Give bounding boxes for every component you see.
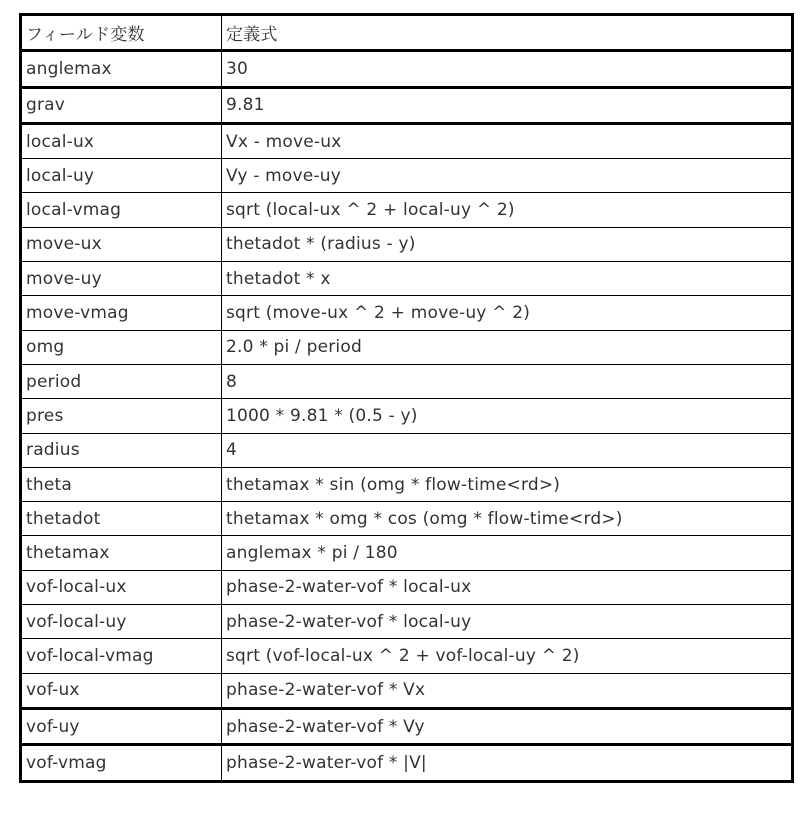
field-variables-table: [19, 13, 794, 783]
definition-cell: 2.0 * pi / period: [222, 330, 793, 364]
table-row: [21, 467, 793, 501]
definition-cell: phase-2-water-vof * local-uy: [222, 605, 793, 639]
variable-name-cell: omg: [21, 330, 222, 364]
definition-cell: 8: [222, 364, 793, 398]
variable-name-cell: anglemax: [21, 51, 222, 87]
header-definition: 定義式: [222, 15, 793, 51]
table-row: [21, 87, 793, 123]
definition-cell: 9.81: [222, 87, 793, 123]
table-row: [21, 433, 793, 467]
definition-cell: thetadot * x: [222, 262, 793, 296]
variable-name-cell: thetamax: [21, 536, 222, 570]
table-row: [21, 536, 793, 570]
variable-name-cell: local-vmag: [21, 193, 222, 227]
table-row: [21, 123, 793, 158]
table-row: [21, 502, 793, 536]
definition-cell: 30: [222, 51, 793, 87]
table-row: [21, 399, 793, 433]
definition-cell: thetamax * omg * cos (omg * flow-time<rd>): [222, 502, 793, 536]
table-row: [21, 745, 793, 781]
definition-cell: anglemax * pi / 180: [222, 536, 793, 570]
variable-name-cell: vof-ux: [21, 673, 222, 708]
variable-name-cell: move-uy: [21, 262, 222, 296]
variable-name-cell: move-vmag: [21, 296, 222, 330]
table-row: [21, 330, 793, 364]
table-row: [21, 639, 793, 673]
table-row: [21, 296, 793, 330]
definition-cell: thetadot * (radius - y): [222, 227, 793, 261]
table-row: [21, 227, 793, 261]
variable-name-cell: vof-local-uy: [21, 605, 222, 639]
definition-cell: sqrt (vof-local-ux ^ 2 + vof-local-uy ^ 2): [222, 639, 793, 673]
variable-name-cell: vof-local-ux: [21, 570, 222, 604]
definition-cell: phase-2-water-vof * |V|: [222, 745, 793, 781]
variable-name-cell: vof-vmag: [21, 745, 222, 781]
variable-name-cell: theta: [21, 467, 222, 501]
table-row: [21, 51, 793, 87]
definition-cell: Vy - move-uy: [222, 159, 793, 193]
definition-cell: sqrt (local-ux ^ 2 + local-uy ^ 2): [222, 193, 793, 227]
variable-name-cell: local-uy: [21, 159, 222, 193]
variable-name-cell: vof-local-vmag: [21, 639, 222, 673]
definition-cell: phase-2-water-vof * Vy: [222, 708, 793, 744]
header-field-variable: フィールド変数: [21, 15, 222, 51]
table-row: [21, 364, 793, 398]
variable-name-cell: move-ux: [21, 227, 222, 261]
variable-name-cell: period: [21, 364, 222, 398]
variable-name-cell: thetadot: [21, 502, 222, 536]
table-row: [21, 159, 793, 193]
definition-cell: thetamax * sin (omg * flow-time<rd>): [222, 467, 793, 501]
definition-cell: sqrt (move-ux ^ 2 + move-uy ^ 2): [222, 296, 793, 330]
variable-name-cell: pres: [21, 399, 222, 433]
table-row: [21, 262, 793, 296]
table-row: [21, 673, 793, 708]
variable-name-cell: radius: [21, 433, 222, 467]
table-row: [21, 605, 793, 639]
table-row: [21, 570, 793, 604]
variable-name-cell: local-ux: [21, 123, 222, 158]
definition-cell: Vx - move-ux: [222, 123, 793, 158]
variable-name-cell: vof-uy: [21, 708, 222, 744]
table-header-row: [21, 15, 793, 51]
table-row: [21, 193, 793, 227]
definition-cell: 1000 * 9.81 * (0.5 - y): [222, 399, 793, 433]
definition-cell: phase-2-water-vof * Vx: [222, 673, 793, 708]
definition-cell: 4: [222, 433, 793, 467]
variable-name-cell: grav: [21, 87, 222, 123]
table-row: [21, 708, 793, 744]
definition-cell: phase-2-water-vof * local-ux: [222, 570, 793, 604]
